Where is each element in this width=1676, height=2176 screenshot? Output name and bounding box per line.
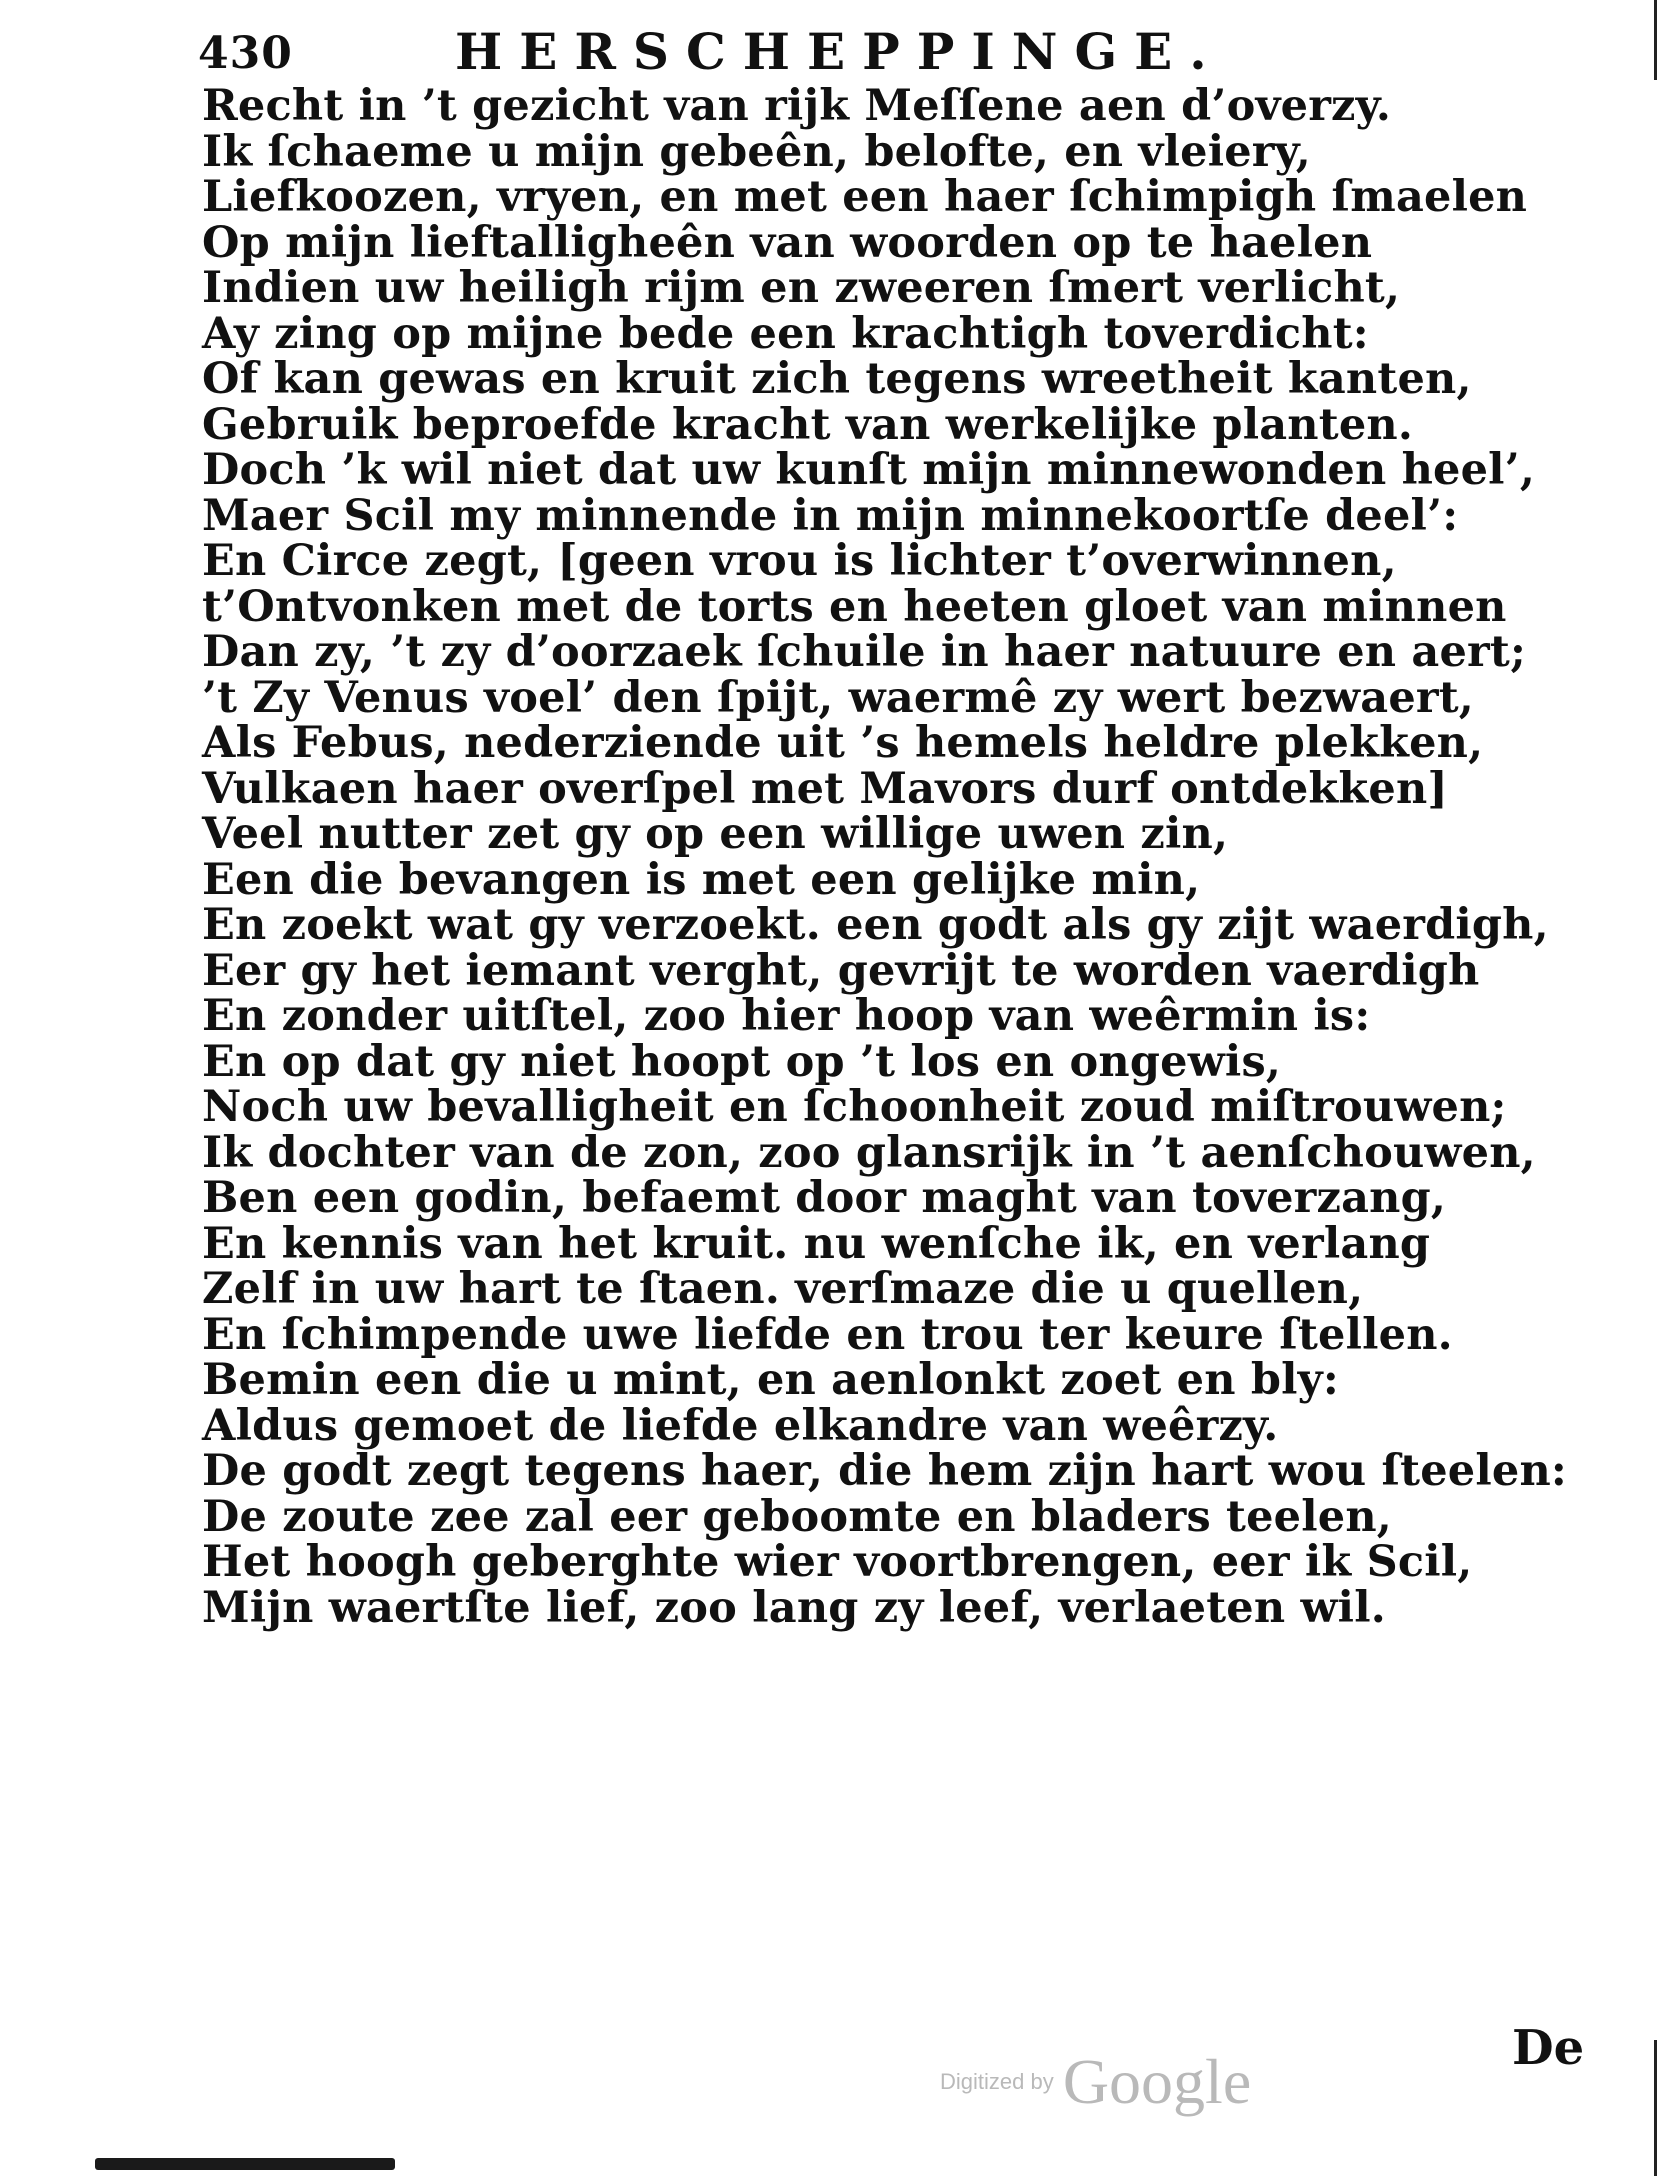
poem-line: En kennis van het kruit. nu wenſche ik, en verlang xyxy=(202,1218,1431,1269)
poem-line: Doch ’k wil niet dat uw kunſt mijn minnewonden heel’, xyxy=(202,445,1536,495)
page-number: 430 xyxy=(198,28,293,79)
poem-line: En ſchimpende uwe liefde en trou ter keure ſtellen. xyxy=(202,1309,1453,1360)
poem-line: Op mijn lieftalligheên van woorden op te haelen xyxy=(202,217,1373,268)
poem-line: Een die bevangen is met een gelijke min, xyxy=(202,854,1201,905)
poem-line: De godt zegt tegens haer, die hem zijn hart wou ſteelen: xyxy=(202,1446,1567,1496)
bottom-edge-mark xyxy=(95,2158,395,2170)
poem-line: Noch uw bevalligheit en ſchoonheit zoud miſtrouwen; xyxy=(202,1082,1507,1132)
poem-line: Eer gy het iemant verght, gevrijt te worden vaerdigh xyxy=(202,945,1480,996)
poem-line: Het hoogh geberghte wier voortbrengen, eer ik Scil, xyxy=(202,1537,1473,1587)
poem-line: Ik dochter van de zon, zoo glansrijk in ’t aenſchouwen, xyxy=(202,1127,1536,1178)
poem-line: Indien uw heiligh rijm en zweeren ſmert verlicht, xyxy=(202,263,1401,313)
poem-line: Dan zy, ’t zy d’oorzaek ſchuile in haer natuure en aert; xyxy=(202,627,1527,677)
poem-line: Bemin een die u mint, en aenlonkt zoet en bly: xyxy=(202,1355,1339,1405)
poem-line: Zelf in uw hart te ſtaen. verſmaze die u quellen, xyxy=(202,1264,1364,1314)
watermark-brand: Google xyxy=(1062,2046,1252,2117)
poem-line: En Circe zegt, [geen vrou is lichter t’overwinnen, xyxy=(202,536,1397,586)
poem-line: En zoekt wat gy verzoekt. een godt als gy zijt waerdigh, xyxy=(202,900,1549,950)
poem-line: En zonder uitſtel, zoo hier hoop van weêrmin is: xyxy=(202,991,1371,1041)
poem-line: Liefkoozen, vryen, en met een haer ſchimpigh ſmaelen xyxy=(202,172,1528,222)
poem-line: En op dat gy niet hoopt op ’t los en ongewis, xyxy=(202,1036,1282,1087)
poem-line: t’Ontvonken met de torts en heeten gloet van minnen xyxy=(202,581,1507,632)
digitized-watermark xyxy=(940,2045,1251,2119)
poem-line: De zoute zee zal eer geboomte en bladers teelen, xyxy=(202,1491,1392,1542)
poem-line: Vulkaen haer overſpel met Mavors durf ontdekken] xyxy=(202,763,1448,814)
poem-line: Maer Scil my minnende in mijn minnekoortſe deel’: xyxy=(202,490,1459,541)
page-edge-bottom xyxy=(1654,2040,1657,2176)
poem-line: Mijn waertſte lief, zoo lang zy leef, verlaeten wil. xyxy=(202,1582,1386,1633)
poem-line: Ben een godin, befaemt door maght van toverzang, xyxy=(202,1173,1447,1223)
poem-text xyxy=(202,81,1567,1633)
poem-line: Ay zing op mijne bede een krachtigh toverdicht: xyxy=(202,308,1369,359)
poem-line: ’t Zy Venus voel’ den ſpijt, waermê zy wert bezwaert, xyxy=(202,672,1474,723)
poem-line: Als Febus, nederziende uit ’s hemels heldre plekken, xyxy=(202,718,1484,768)
running-head: HERSCHEPPINGE. xyxy=(455,22,1224,81)
page-edge-top xyxy=(1654,0,1657,80)
poem-line: Veel nutter zet gy op een willige uwen zin, xyxy=(202,809,1229,859)
poem-line: Of kan gewas en kruit zich tegens wreetheit kanten, xyxy=(202,354,1472,404)
poem-line: Aldus gemoet de liefde elkandre van weêrzy. xyxy=(202,1400,1279,1451)
poem-line: Gebruik beproefde kracht van werkelijke planten. xyxy=(202,399,1414,450)
catchword: De xyxy=(1512,2020,1585,2076)
poem-line: Recht in ’t gezicht van rijk Meſſene aen d’overzy. xyxy=(202,81,1392,131)
poem-line: Ik ſchaeme u mijn gebeên, belofte, en vleiery, xyxy=(202,126,1311,177)
watermark-prefix: Digitized by xyxy=(940,2069,1054,2094)
